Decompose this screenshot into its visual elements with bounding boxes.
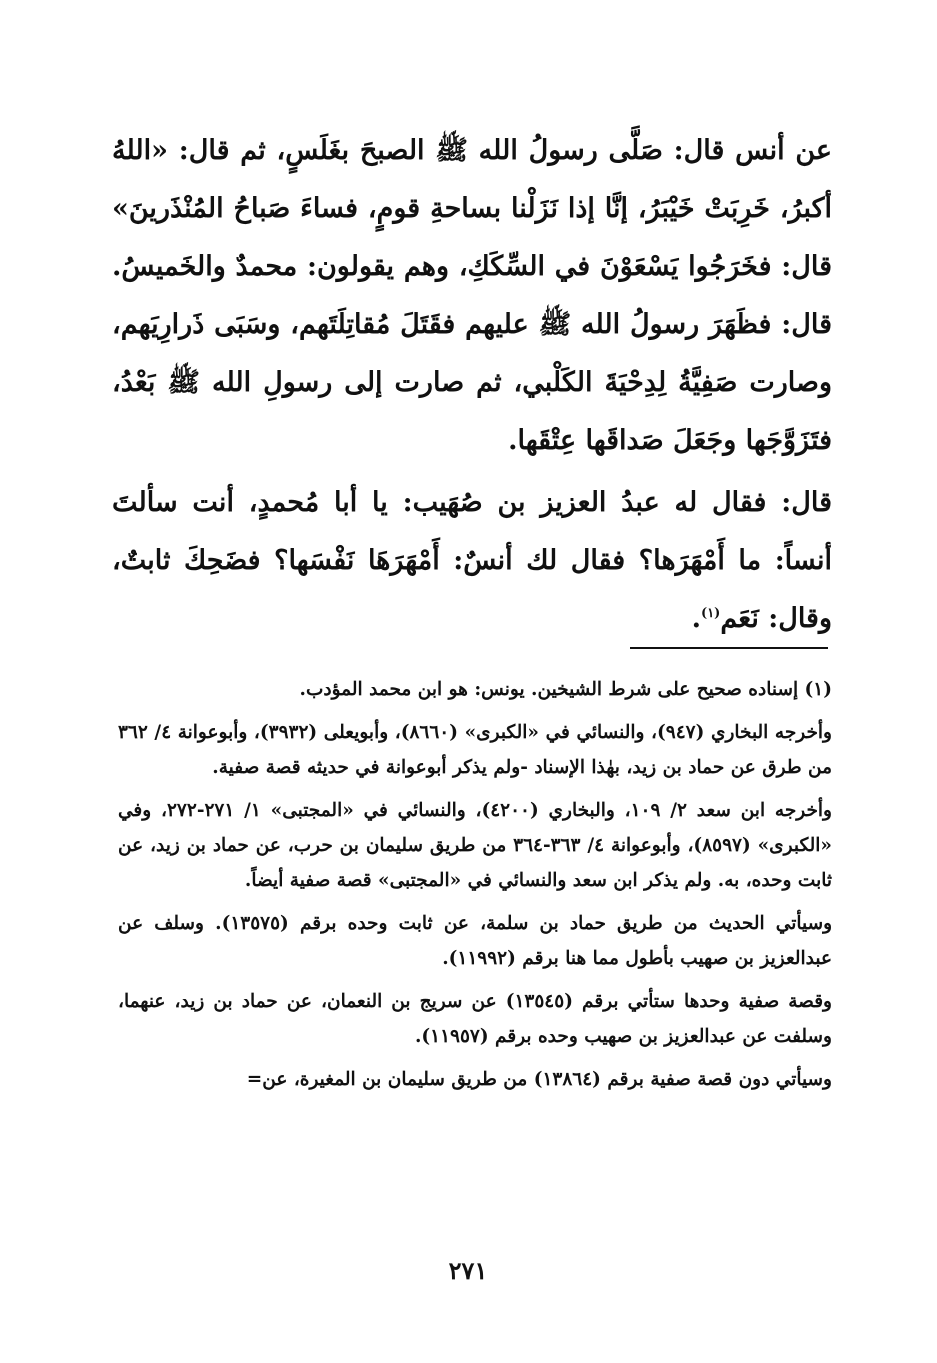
footnote-line: وقصة صفية وحدها ستأتي برقم (١٣٥٤٥) عن سريج بن النعمان، عن حماد بن زيد، عنهما، وسلفت عن عبدالعزيز بن صهيب وحده برقم (١١٩٥٧).: [118, 991, 832, 1047]
main-text-block: [112, 122, 832, 648]
footnote-marker: (١): [701, 606, 721, 621]
footnotes-block: [118, 672, 832, 1105]
main-paragraph-2-end: .: [691, 603, 702, 634]
main-paragraph-2-text: قال: فقال له عبدُ العزيز بن صُهَيب: يا أبا مُحمدٍ، أنت سألتَ أنساً: ما أَمْهَرَها؟ فقال لك أنسٌ: أَمْهَرَهَا نَفْسَها؟ فضَحِكَ ثابتٌ، وقال: نَعَم: [112, 487, 832, 634]
footnote-line: وسيأتي دون قصة صفية برقم (١٣٨٦٤) من طريق سليمان بن المغيرة، عن=: [246, 1069, 832, 1090]
footnote-divider: [630, 647, 828, 649]
main-paragraph-1: عن أنس قال: صَلَّى رسولُ الله ﷺ الصبحَ بغَلَسٍ، ثم قال: «اللهُ أكبرُ، خَرِبَتْ خَيْبَرُ، إنَّا إذا نَزَلْنا بساحةِ قومٍ، فساءَ صَباحُ المُنْذَرينَ» قال: فخَرَجُوا يَسْعَوْنَ في السِّكَكِ، وهم يقولون: محمدٌ والخَميسُ. قال: فظَهَرَ رسولُ الله ﷺ عليهم فقَتَلَ مُقاتِلَتَهم، وسَبَى ذَرارِيَهم، وصارت صَفِيَّةُ لِدِحْيَةَ الكَلْبي، ثم صارت إلى رسولِ الله ﷺ بَعْدُ، فتَزَوَّجَها وجَعَلَ صَداقَها عِتْقَها.: [112, 135, 832, 456]
footnote-line: وسيأتي الحديث من طريق حماد بن سلمة، عن ثابت وحده برقم (١٣٥٧٥). وسلف عن عبدالعزيز بن صهيب بأطول مما هنا برقم (١١٩٩٢).: [118, 913, 833, 969]
main-paragraph-2: [112, 474, 832, 648]
footnote-line: وأخرجه ابن سعد ٢/ ١٠٩، والبخاري (٤٢٠٠)، والنسائي في «المجتبى» ١/ ٢٧١-٢٧٢، وفي «الكبرى» (٨٥٩٧)، وأبوعوانة ٤/ ٣٦٣-٣٦٤ من طريق سليمان بن حرب، عن حماد بن زيد، عن ثابت وحده، به. ولم يذكر ابن سعد والنسائي في «المجتبى» قصة صفية أيضاً.: [118, 800, 832, 891]
page-number: ٢٧١: [448, 1256, 488, 1285]
footnote-line: (١) إسناده صحيح على شرط الشيخين. يونس: هو ابن محمد المؤدب.: [299, 679, 832, 700]
footnote-line: وأخرجه البخاري (٩٤٧)، والنسائي في «الكبرى» (٨٦٦٠)، وأبويعلى (٣٩٣٢)، وأبوعوانة ٤/ ٣٦٢ من طرق عن حماد بن زيد، بهٰذا الإسناد -ولم يذكر أبوعوانة في حديثه قصة صفية.: [118, 722, 832, 778]
